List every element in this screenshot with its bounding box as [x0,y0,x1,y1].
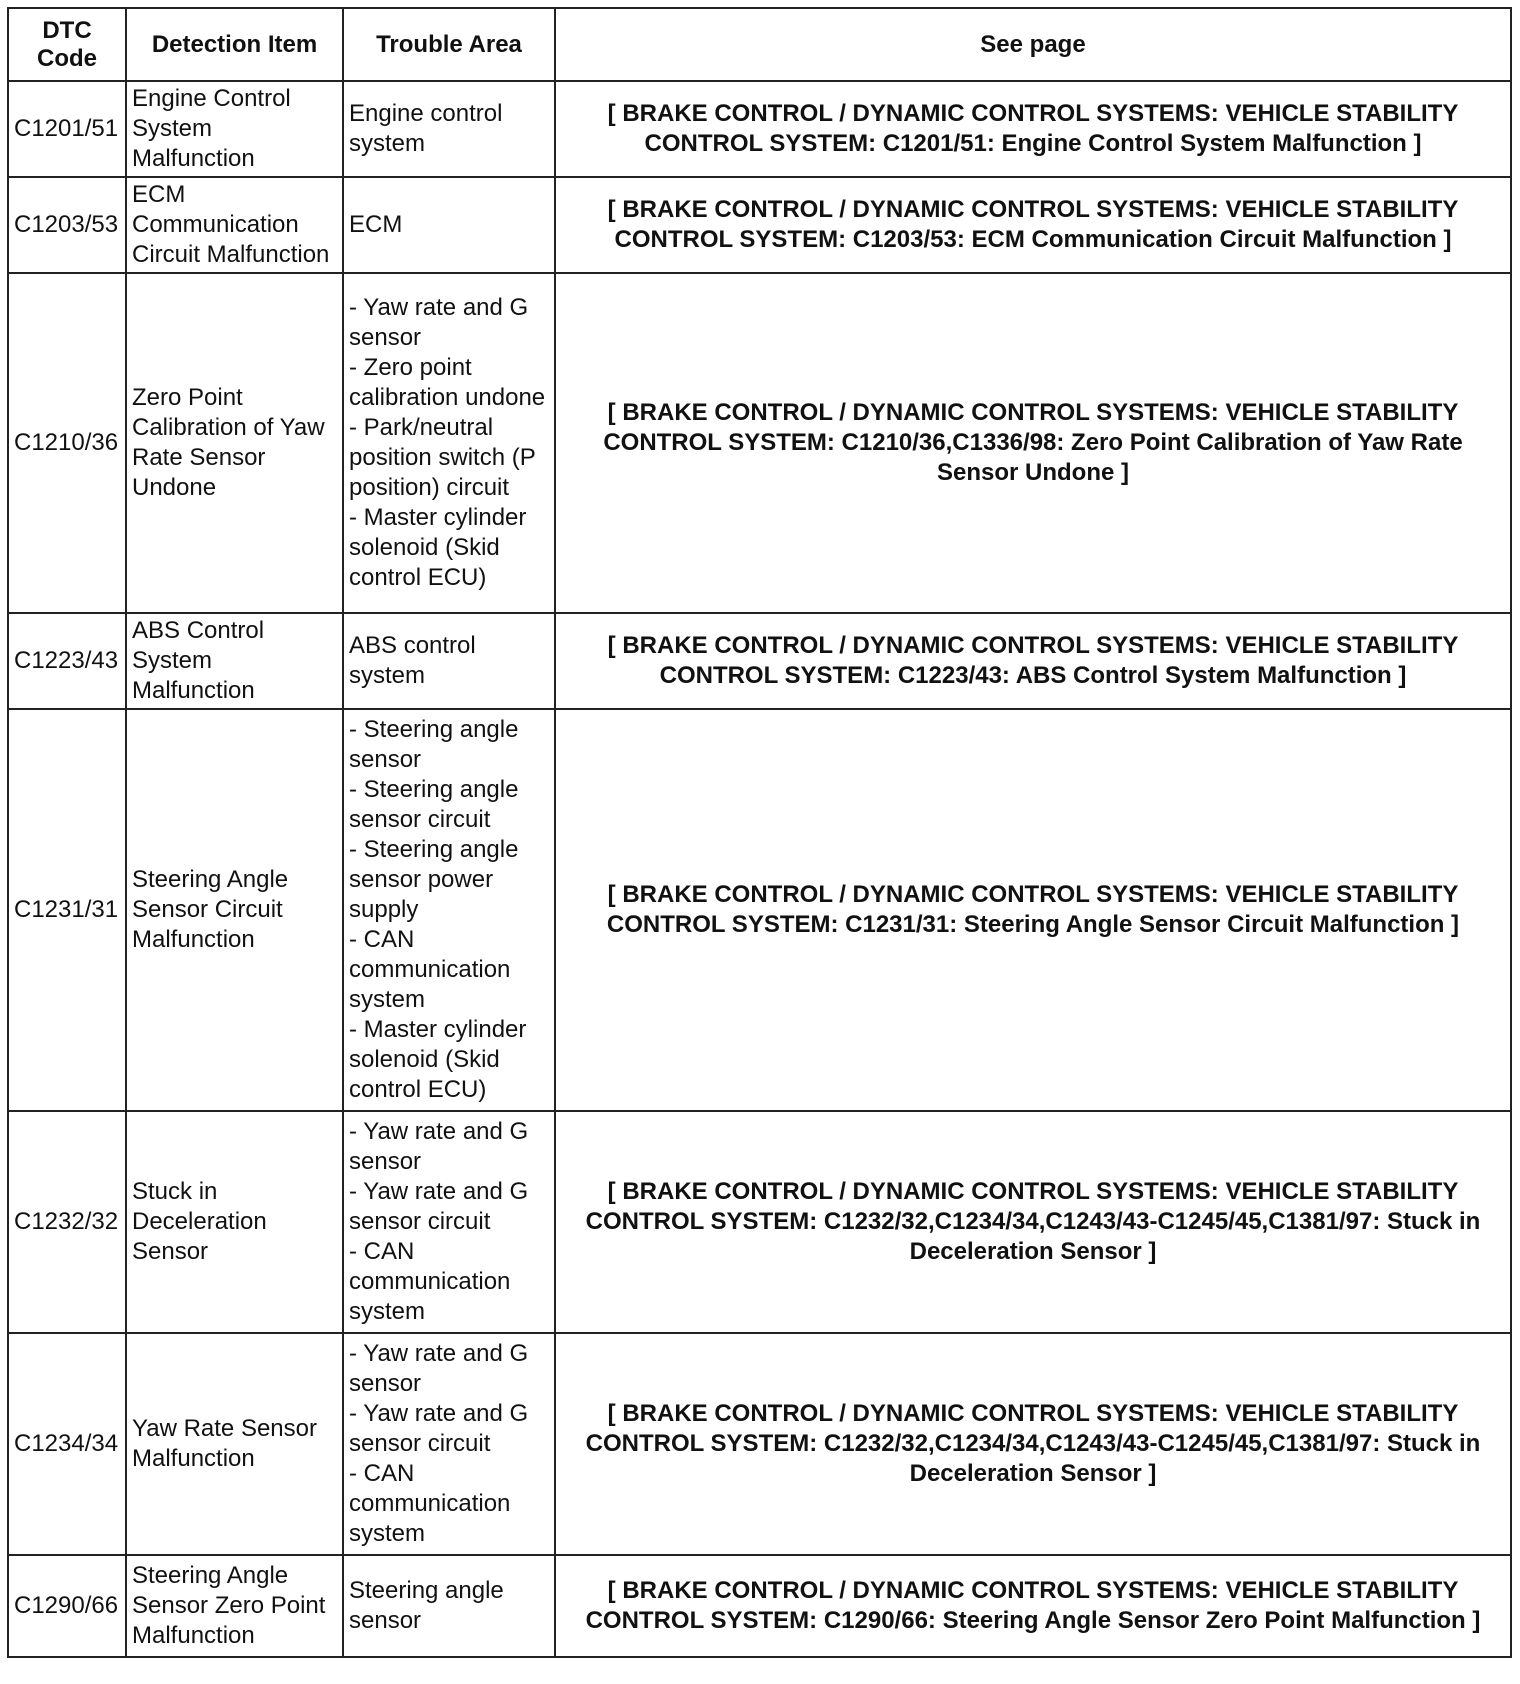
trouble-area-cell [343,1555,555,1657]
trouble-area-cell [343,709,555,1111]
dtc-code-cell: C1234/34 [8,1333,126,1555]
trouble-area-line: - Master cylinder solenoid (Skid control ECU) [349,504,527,591]
see-page-link[interactable]: [ BRAKE CONTROL / DYNAMIC CONTROL SYSTEMS: VEHICLE STABILITY CONTROL SYSTEM: C1231/31: Steering Angle Sensor Circuit Malfunction ] [555,709,1511,1111]
dtc-code-cell: C1223/43 [8,613,126,709]
trouble-area-line: - Yaw rate and G sensor circuit [349,1400,529,1457]
trouble-area-line: - Master cylinder solenoid (Skid control ECU) [349,1016,527,1103]
detection-item-cell: Zero Point Calibration of Yaw Rate Sensor Undone [126,273,343,613]
detection-item-cell: Yaw Rate Sensor Malfunction [126,1333,343,1555]
dtc-code-cell: C1203/53 [8,177,126,273]
table-row [8,1111,1511,1333]
trouble-area-line: Steering angle sensor [349,1577,504,1634]
see-page-link[interactable]: [ BRAKE CONTROL / DYNAMIC CONTROL SYSTEMS: VEHICLE STABILITY CONTROL SYSTEM: C1203/53: ECM Communication Circuit Malfunction ] [555,177,1511,273]
trouble-area-line: Engine control system [349,100,503,157]
table-row [8,177,1511,273]
detection-item-cell: Steering Angle Sensor Circuit Malfunction [126,709,343,1111]
header-dtc-code: DTC Code [8,8,126,81]
trouble-area-line: - CAN communication system [349,926,511,1013]
trouble-area-line: - Yaw rate and G sensor [349,1118,529,1175]
trouble-area-cell [343,1333,555,1555]
dtc-table [7,7,1512,1658]
trouble-area-line: - Zero point calibration undone [349,354,546,411]
detection-item-cell: ABS Control System Malfunction [126,613,343,709]
trouble-area-cell [343,81,555,177]
dtc-code-cell: C1232/32 [8,1111,126,1333]
table-row [8,1555,1511,1657]
see-page-link[interactable]: [ BRAKE CONTROL / DYNAMIC CONTROL SYSTEMS: VEHICLE STABILITY CONTROL SYSTEM: C1290/66: Steering Angle Sensor Zero Point Malfunction ] [555,1555,1511,1657]
table-row [8,709,1511,1111]
see-page-link[interactable]: [ BRAKE CONTROL / DYNAMIC CONTROL SYSTEMS: VEHICLE STABILITY CONTROL SYSTEM: C1232/32,C1234/34,C1243/43-C1245/45,C1381/97: Stuck in Deceleration Sensor ] [555,1111,1511,1333]
header-detection-item: Detection Item [126,8,343,81]
dtc-code-cell: C1290/66 [8,1555,126,1657]
trouble-area-line: - CAN communication system [349,1460,511,1547]
detection-item-cell: Stuck in Deceleration Sensor [126,1111,343,1333]
trouble-area-line: - Steering angle sensor [349,716,519,773]
trouble-area-line: ECM [349,211,403,238]
header-see-page: See page [555,8,1511,81]
see-page-link[interactable]: [ BRAKE CONTROL / DYNAMIC CONTROL SYSTEMS: VEHICLE STABILITY CONTROL SYSTEM: C1201/51: Engine Control System Malfunction ] [555,81,1511,177]
see-page-link[interactable]: [ BRAKE CONTROL / DYNAMIC CONTROL SYSTEMS: VEHICLE STABILITY CONTROL SYSTEM: C1232/32,C1234/34,C1243/43-C1245/45,C1381/97: Stuck in Deceleration Sensor ] [555,1333,1511,1555]
table-body [8,81,1511,1657]
trouble-area-line: - Steering angle sensor power supply [349,836,519,923]
trouble-area-line: - CAN communication system [349,1238,511,1325]
detection-item-cell: Engine Control System Malfunction [126,81,343,177]
trouble-area-cell [343,177,555,273]
trouble-area-line: - Yaw rate and G sensor circuit [349,1178,529,1235]
trouble-area-line: - Park/neutral position switch (P position) circuit [349,414,536,501]
trouble-area-cell [343,1111,555,1333]
see-page-link[interactable]: [ BRAKE CONTROL / DYNAMIC CONTROL SYSTEMS: VEHICLE STABILITY CONTROL SYSTEM: C1210/36,C1336/98: Zero Point Calibration of Yaw Rate Sensor Undone ] [555,273,1511,613]
trouble-area-line: - Yaw rate and G sensor [349,1340,529,1397]
trouble-area-cell [343,273,555,613]
table-row [8,613,1511,709]
see-page-link[interactable]: [ BRAKE CONTROL / DYNAMIC CONTROL SYSTEMS: VEHICLE STABILITY CONTROL SYSTEM: C1223/43: ABS Control System Malfunction ] [555,613,1511,709]
dtc-code-cell: C1201/51 [8,81,126,177]
table-row [8,273,1511,613]
table-row [8,81,1511,177]
trouble-area-cell [343,613,555,709]
detection-item-cell: Steering Angle Sensor Zero Point Malfunction [126,1555,343,1657]
dtc-code-cell: C1210/36 [8,273,126,613]
dtc-code-cell: C1231/31 [8,709,126,1111]
trouble-area-line: - Yaw rate and G sensor [349,294,529,351]
trouble-area-line: - Steering angle sensor circuit [349,776,519,833]
trouble-area-line: ABS control system [349,632,476,689]
header-trouble-area: Trouble Area [343,8,555,81]
detection-item-cell: ECM Communication Circuit Malfunction [126,177,343,273]
table-row [8,1333,1511,1555]
header-row [8,8,1511,81]
